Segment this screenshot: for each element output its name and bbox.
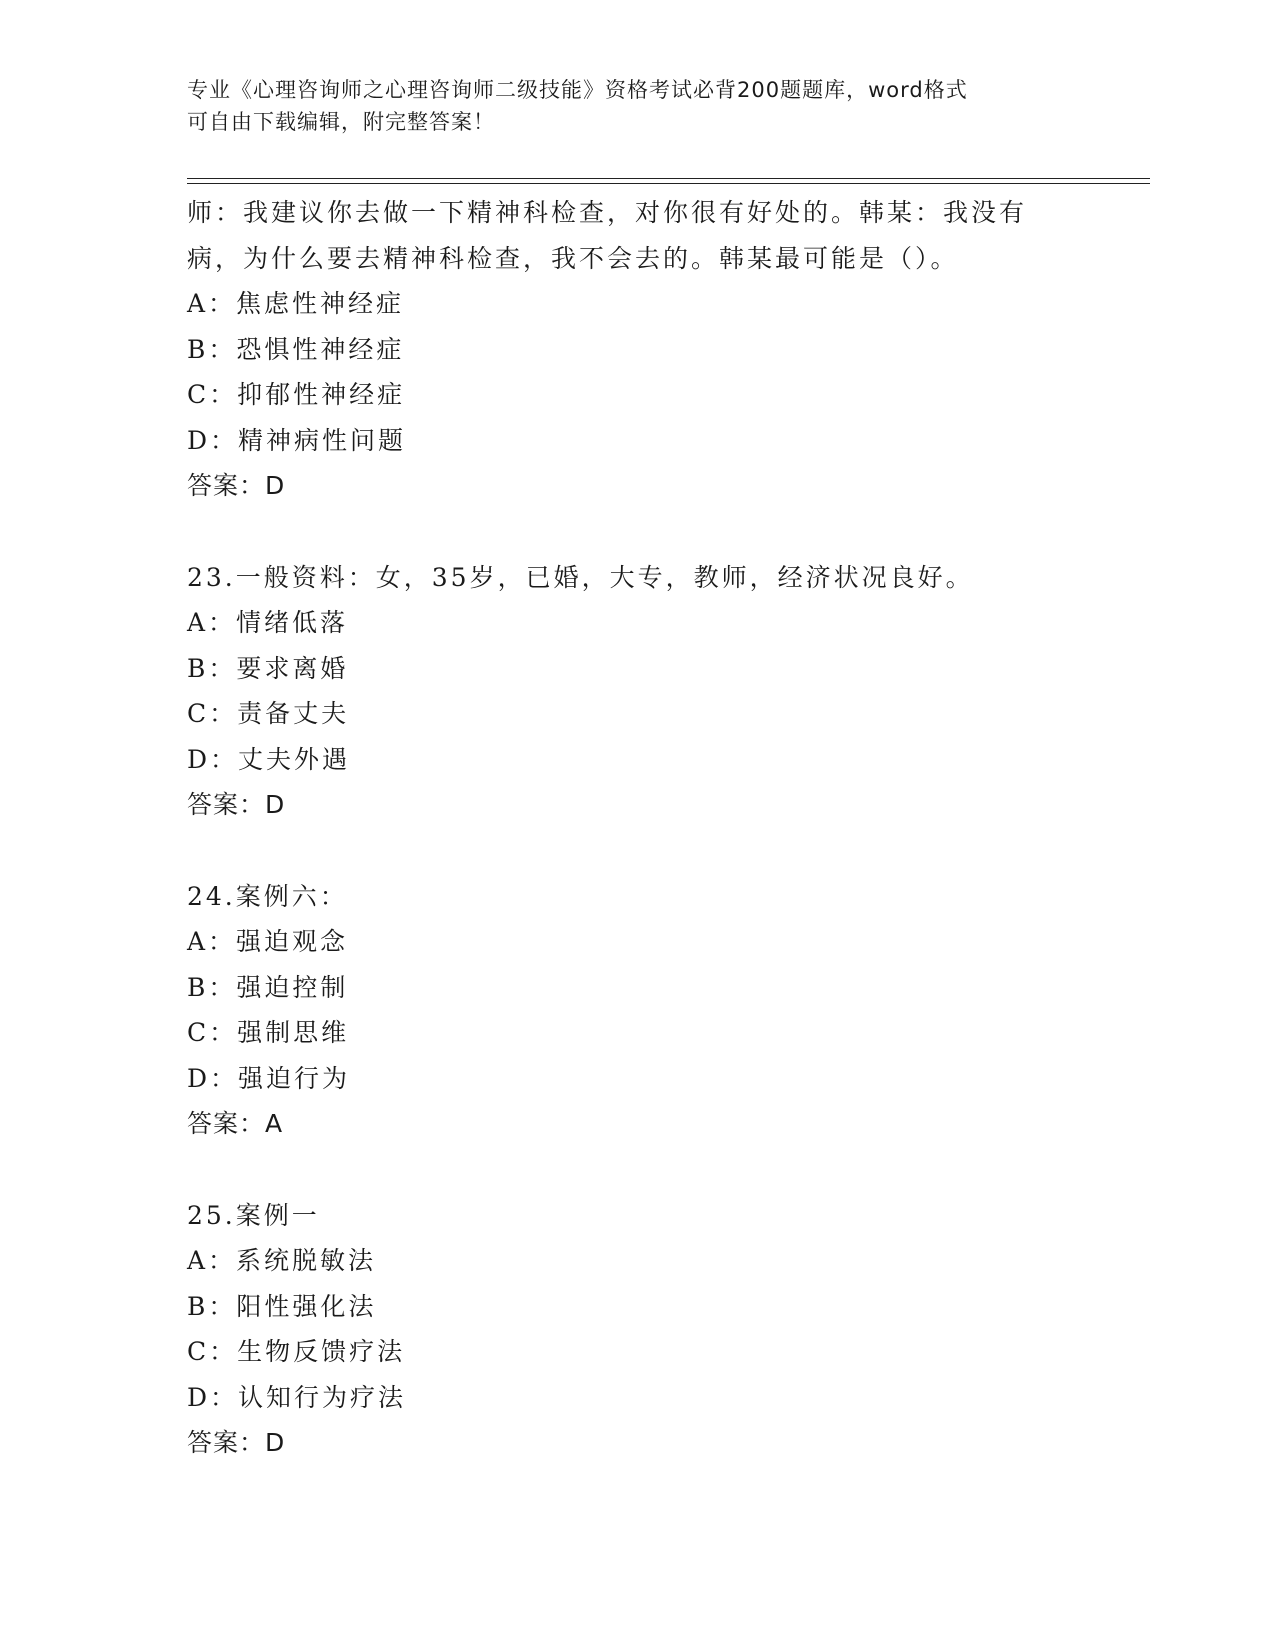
answer-label: 答案：A (187, 1109, 284, 1138)
spacer (187, 828, 1147, 874)
question-25 (187, 1193, 1147, 1466)
question-list (187, 190, 1147, 1466)
question-stem: 25.案例一 (187, 1200, 320, 1230)
spacer (187, 509, 1147, 555)
option-a: A：情绪低落 (187, 608, 349, 637)
question-stem: 24.案例六： (187, 881, 348, 911)
header-line-2: 可自由下载编辑，附完整答案！ (187, 110, 495, 134)
answer-label: 答案：D (187, 790, 286, 819)
header-divider-bottom (187, 183, 1150, 184)
option-a: A：焦虑性神经症 (187, 289, 405, 318)
option-d: D：精神病性问题 (187, 425, 407, 455)
question-23 (187, 555, 1147, 828)
option-b: B：恐惧性神经症 (187, 334, 405, 364)
option-c: C：抑郁性神经症 (187, 380, 406, 409)
question-stem: 23.一般资料：女，35岁，已婚，大专，教师，经济状况良好。 (187, 562, 974, 592)
option-d: D：强迫行为 (187, 1063, 351, 1093)
option-b: B：阳性强化法 (187, 1291, 377, 1321)
answer-label: 答案：D (187, 471, 286, 500)
answer-label: 答案：D (187, 1428, 286, 1457)
question-stem-line: 师：我建议你去做一下精神科检查，对你很有好处的。韩某：我没有 (187, 198, 1028, 227)
question-stem-line: 病，为什么要去精神科检查，我不会去的。韩某最可能是（）。 (187, 243, 959, 273)
option-b: B：要求离婚 (187, 653, 349, 683)
option-a: A：强迫观念 (187, 927, 349, 956)
question-24 (187, 874, 1147, 1147)
option-d: D：丈夫外遇 (187, 744, 351, 774)
option-c: C：生物反馈疗法 (187, 1337, 406, 1366)
option-b: B：强迫控制 (187, 972, 349, 1002)
header-line-1: 专业《心理咨询师之心理咨询师二级技能》资格考试必背200题题库，word格式 (187, 78, 968, 102)
spacer (187, 1147, 1147, 1193)
option-c: C：强制思维 (187, 1018, 350, 1047)
option-a: A：系统脱敏法 (187, 1246, 377, 1275)
document-header (187, 74, 1067, 138)
option-c: C：责备丈夫 (187, 699, 350, 728)
header-divider-top (187, 178, 1150, 179)
question-22 (187, 190, 1147, 509)
option-d: D：认知行为疗法 (187, 1382, 407, 1412)
